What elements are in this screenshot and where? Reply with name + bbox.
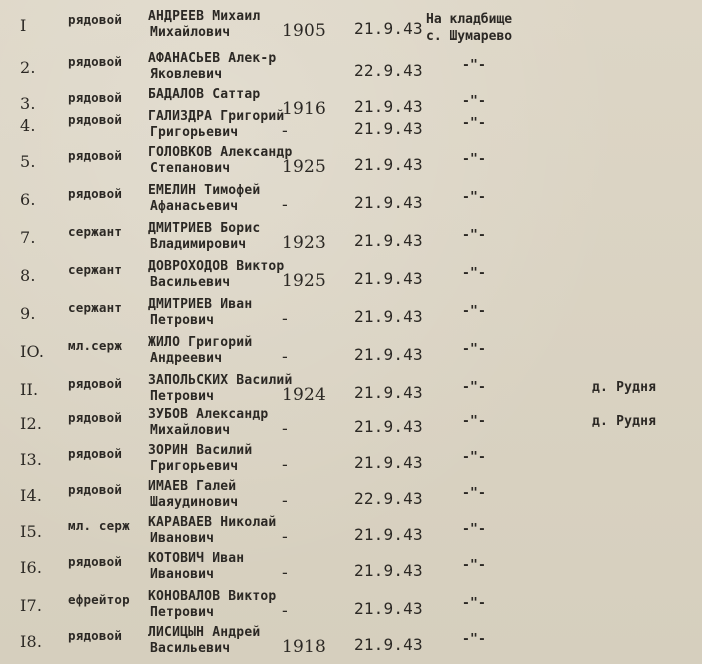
row-number: I5. xyxy=(20,522,43,541)
rank: рядовой xyxy=(68,446,123,461)
patronymic: Михайлович xyxy=(150,25,231,40)
patronymic: Шаяудинович xyxy=(150,495,239,510)
rank: рядовой xyxy=(68,628,123,643)
rank: мл. серж xyxy=(68,518,130,533)
surname-firstname: ГОЛОВКОВ Александр xyxy=(148,145,293,160)
list-row xyxy=(0,443,702,482)
surname-firstname: ЗОРИН Василий xyxy=(148,443,253,458)
surname-firstname: КОНОВАЛОВ Виктор xyxy=(148,589,277,604)
birth-year: 1916 xyxy=(282,99,327,119)
birth-year: - xyxy=(282,527,288,547)
burial-place: -"- xyxy=(462,558,487,573)
row-number: I3. xyxy=(20,450,43,469)
surname-firstname: ЗУБОВ Александр xyxy=(148,407,269,422)
death-date: 21.9.43 xyxy=(354,383,423,402)
surname-firstname: АФАНАСЬЕВ Алек-р xyxy=(148,51,277,66)
death-date: 21.9.43 xyxy=(354,155,423,174)
patronymic: Афанасьевич xyxy=(150,199,239,214)
list-row xyxy=(0,407,702,446)
burial-place: -"- xyxy=(462,414,487,429)
row-number: I2. xyxy=(20,414,43,433)
row-number: 3. xyxy=(20,94,36,113)
patronymic: Петрович xyxy=(150,313,215,328)
surname-firstname: КАРАВАЕВ Николай xyxy=(148,515,277,530)
list-row xyxy=(0,145,702,184)
row-number: 2. xyxy=(20,58,36,77)
surname-firstname: ДОВРОХОДОВ Виктор xyxy=(148,259,285,274)
burial-place: -"- xyxy=(462,450,487,465)
list-row xyxy=(0,515,702,554)
surname-firstname: ГАЛИЗДРА Григорий xyxy=(148,109,285,124)
row-number: 4. xyxy=(20,116,36,135)
list-row xyxy=(0,9,702,48)
rank: сержант xyxy=(68,262,123,277)
rank: рядовой xyxy=(68,54,123,69)
birth-year: - xyxy=(282,121,288,141)
rank: рядовой xyxy=(68,148,123,163)
death-date: 21.9.43 xyxy=(354,97,423,116)
death-date: 21.9.43 xyxy=(354,307,423,326)
burial-place: -"- xyxy=(462,522,487,537)
burial-place: -"- xyxy=(462,94,487,109)
list-row xyxy=(0,51,702,90)
location: д. Рудня xyxy=(592,414,657,429)
burial-place: -"- xyxy=(462,190,487,205)
list-row xyxy=(0,551,702,590)
rank: рядовой xyxy=(68,186,123,201)
burial-place: -"- xyxy=(462,596,487,611)
row-number: IO. xyxy=(20,342,45,361)
birth-year: 1925 xyxy=(282,271,327,291)
death-date: 21.9.43 xyxy=(354,561,423,580)
death-date: 21.9.43 xyxy=(354,525,423,544)
patronymic: Михайлович xyxy=(150,423,231,438)
burial-place: -"- xyxy=(462,632,487,647)
patronymic: Степанович xyxy=(150,161,231,176)
patronymic: Петрович xyxy=(150,389,215,404)
rank: рядовой xyxy=(68,90,123,105)
list-row xyxy=(0,221,702,260)
patronymic: Иванович xyxy=(150,567,215,582)
surname-firstname: КОТОВИЧ Иван xyxy=(148,551,245,566)
rank: мл.серж xyxy=(68,338,123,353)
death-date: 21.9.43 xyxy=(354,193,423,212)
death-date: 21.9.43 xyxy=(354,635,423,654)
row-number: 5. xyxy=(20,152,36,171)
patronymic: Петрович xyxy=(150,605,215,620)
patronymic: Андреевич xyxy=(150,351,223,366)
list-row xyxy=(0,183,702,222)
surname-firstname: ЕМЕЛИН Тимофей xyxy=(148,183,261,198)
list-row xyxy=(0,589,702,628)
death-date: 21.9.43 xyxy=(354,269,423,288)
list-row xyxy=(0,373,702,412)
surname-firstname: АНДРЕЕВ Михаил xyxy=(148,9,261,24)
list-row xyxy=(0,335,702,374)
birth-year: - xyxy=(282,455,288,475)
patronymic: Владимирович xyxy=(150,237,247,252)
burial-place: -"- xyxy=(462,486,487,501)
burial-place: -"- xyxy=(462,342,487,357)
death-date: 21.9.43 xyxy=(354,19,423,38)
patronymic: Васильевич xyxy=(150,641,231,656)
rank: рядовой xyxy=(68,482,123,497)
birth-year: 1918 xyxy=(282,637,327,657)
rank: ефрейтор xyxy=(68,592,130,607)
row-number: I7. xyxy=(20,596,43,615)
death-date: 22.9.43 xyxy=(354,489,423,508)
list-row xyxy=(0,297,702,336)
surname-firstname: ДМИТРИЕВ Борис xyxy=(148,221,261,236)
patronymic: Григорьевич xyxy=(150,459,239,474)
birth-year: - xyxy=(282,491,288,511)
surname-firstname: БАДАЛОВ Саттар xyxy=(148,87,261,102)
death-date: 21.9.43 xyxy=(354,453,423,472)
death-date: 21.9.43 xyxy=(354,119,423,138)
list-row xyxy=(0,625,702,664)
surname-firstname: ИМАЕВ Галей xyxy=(148,479,237,494)
birth-year: - xyxy=(282,563,288,583)
row-number: 9. xyxy=(20,304,36,323)
burial-place: -"- xyxy=(462,116,487,131)
rank: рядовой xyxy=(68,376,123,391)
row-number: 8. xyxy=(20,266,36,285)
burial-place: -"- xyxy=(462,266,487,281)
rank: рядовой xyxy=(68,12,123,27)
row-number: I8. xyxy=(20,632,43,651)
death-date: 21.9.43 xyxy=(354,417,423,436)
burial-place: -"- xyxy=(462,228,487,243)
birth-year: - xyxy=(282,601,288,621)
burial-place: -"- xyxy=(462,152,487,167)
rank: рядовой xyxy=(68,112,123,127)
surname-firstname: ЗАПОЛЬСКИХ Василий xyxy=(148,373,293,388)
burial-place: -"- xyxy=(462,380,487,395)
death-date: 21.9.43 xyxy=(354,599,423,618)
row-number: II. xyxy=(20,380,39,399)
patronymic: Васильевич xyxy=(150,275,231,290)
burial-header-line2: с. Шумарево xyxy=(426,29,513,44)
birth-year: 1905 xyxy=(282,21,327,41)
row-number: I6. xyxy=(20,558,43,577)
birth-year: 1923 xyxy=(282,233,327,253)
list-row xyxy=(0,259,702,298)
list-row xyxy=(0,479,702,518)
birth-year: - xyxy=(282,309,288,329)
rank: рядовой xyxy=(68,410,123,425)
birth-year: - xyxy=(282,419,288,439)
patronymic: Григорьевич xyxy=(150,125,239,140)
surname-firstname: ЛИСИЦЫН Андрей xyxy=(148,625,261,640)
patronymic: Иванович xyxy=(150,531,215,546)
row-number: I4. xyxy=(20,486,43,505)
rank: сержант xyxy=(68,300,123,315)
row-number: 7. xyxy=(20,228,36,247)
surname-firstname: ДМИТРИЕВ Иван xyxy=(148,297,253,312)
burial-header-line1: На кладбище xyxy=(426,12,513,27)
death-date: 21.9.43 xyxy=(354,345,423,364)
burial-place: -"- xyxy=(462,304,487,319)
rank: сержант xyxy=(68,224,123,239)
row-number: I xyxy=(20,16,27,35)
birth-year: 1924 xyxy=(282,385,327,405)
rank: рядовой xyxy=(68,554,123,569)
surname-firstname: ЖИЛО Григорий xyxy=(148,335,253,350)
death-date: 21.9.43 xyxy=(354,231,423,250)
row-number: 6. xyxy=(20,190,36,209)
birth-year: 1925 xyxy=(282,157,327,177)
location: д. Рудня xyxy=(592,380,657,395)
patronymic: Яковлевич xyxy=(150,67,223,82)
burial-place: -"- xyxy=(462,58,487,73)
birth-year: - xyxy=(282,347,288,367)
death-date: 22.9.43 xyxy=(354,61,423,80)
birth-year: - xyxy=(282,195,288,215)
